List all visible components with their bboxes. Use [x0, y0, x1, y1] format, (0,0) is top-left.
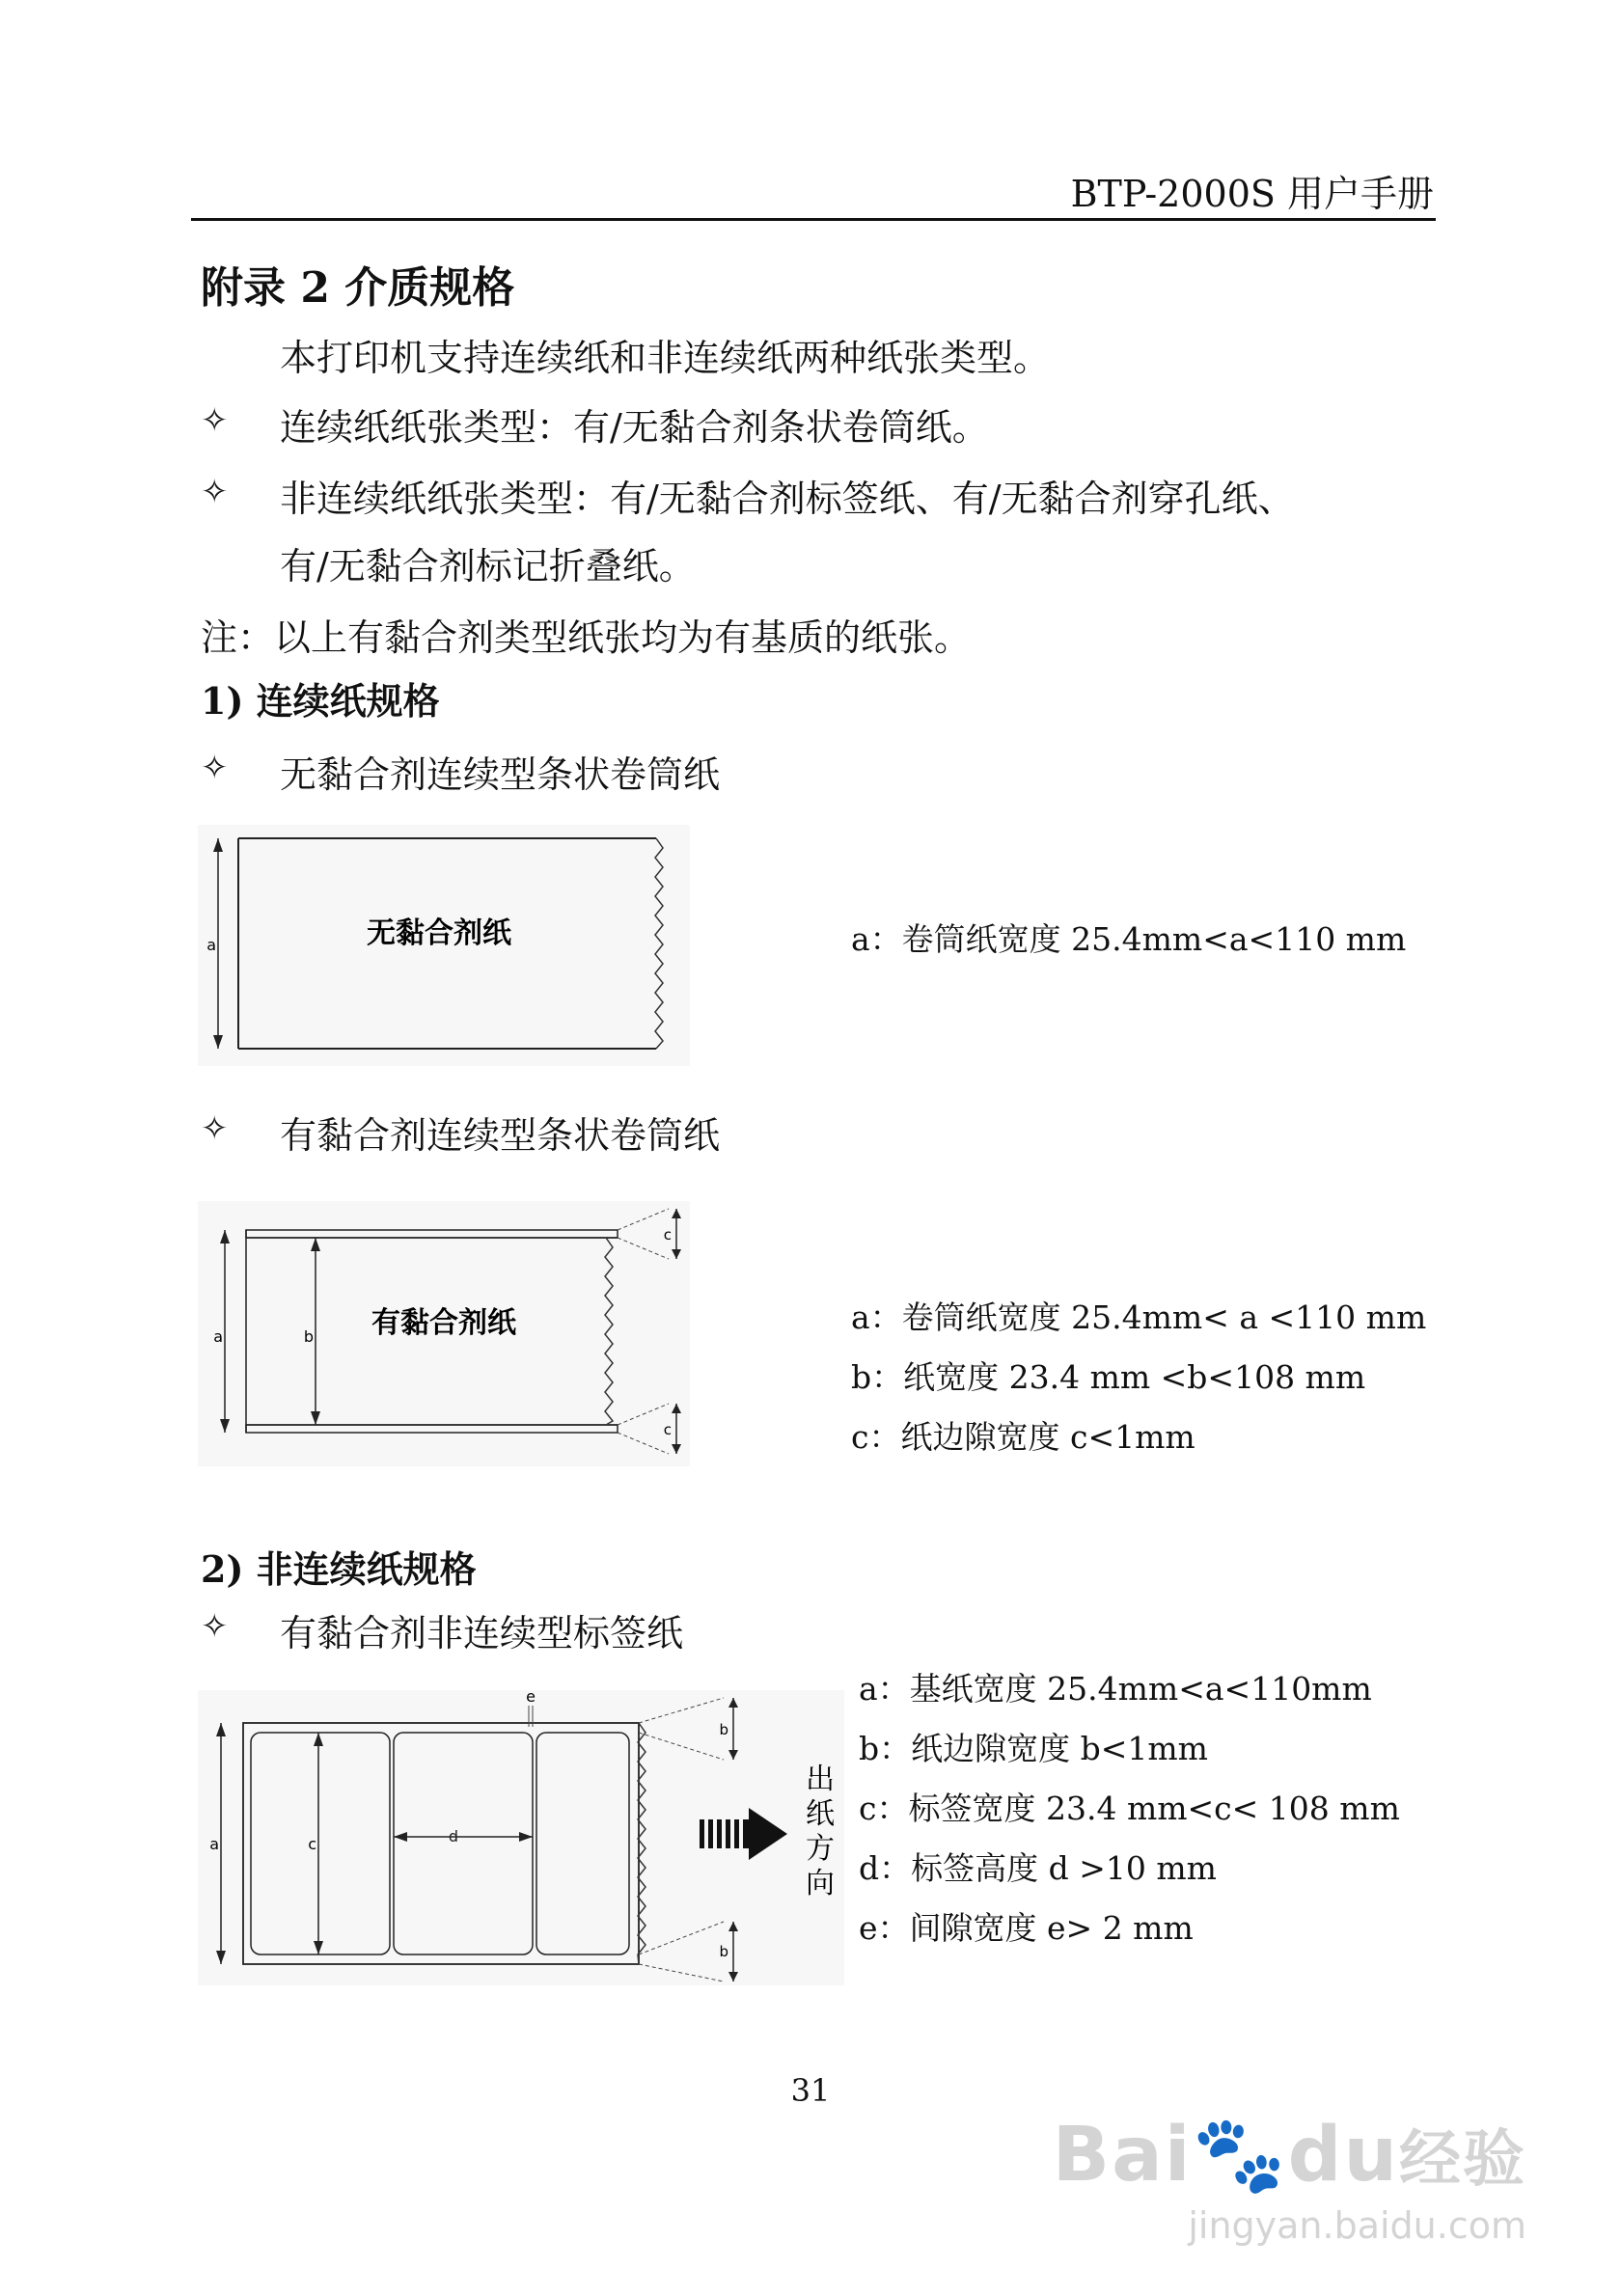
section-1-item-2-heading: 有黏合剂连续型条状卷筒纸: [280, 1114, 721, 1157]
diagram-non-adhesive-roll: [198, 825, 690, 1066]
direction-char: 纸: [806, 1797, 835, 1831]
watermark-brand: Bai🐾du经验: [1052, 2112, 1526, 2199]
dim-a-label: a: [209, 1835, 219, 1853]
header-title: BTP-2000S 用户手册: [1070, 173, 1434, 215]
dim-c-label: c: [663, 1421, 672, 1438]
page-number: 31: [790, 2072, 831, 2109]
paper-label: 有黏合剂纸: [371, 1306, 516, 1340]
dim-b-label: b: [719, 1943, 728, 1960]
section-1-title: 1) 连续纸规格: [201, 679, 440, 723]
section-2-item-1-heading: 有黏合剂非连续型标签纸: [280, 1612, 684, 1654]
diagram-adhesive-roll: [198, 1201, 690, 1466]
spec-line: c：标签宽度 23.4 mm<c< 108 mm: [859, 1790, 1400, 1827]
bullet-icon: ✧: [201, 1109, 229, 1148]
watermark: [1052, 2112, 1526, 2247]
bullet-icon: ✧: [201, 401, 229, 440]
section-1-item-1-heading: 无黏合剂连续型条状卷筒纸: [280, 753, 721, 796]
bullet-noncontinuous-types: 非连续纸纸张类型：有/无黏合剂标签纸、有/无黏合剂穿孔纸、: [280, 478, 1295, 520]
bullet-continuous-types: 连续纸纸张类型：有/无黏合剂条状卷筒纸。: [280, 406, 989, 449]
section-2-title: 2) 非连续纸规格: [201, 1547, 477, 1591]
watermark-url: jingyan.baidu.com: [1188, 2204, 1526, 2247]
dim-c-label: c: [663, 1226, 672, 1244]
paper-label: 无黏合剂纸: [367, 916, 511, 950]
dim-b-label: b: [719, 1721, 728, 1738]
spec-line: a：卷筒纸宽度 25.4mm< a <110 mm: [851, 1298, 1427, 1336]
dim-e-label: e: [526, 1690, 536, 1706]
dim-a-label: a: [206, 936, 216, 954]
bullet-icon: ✧: [201, 749, 229, 787]
dim-a-label: a: [213, 1327, 223, 1346]
bullet-icon: ✧: [201, 1607, 229, 1646]
header-rule: [191, 218, 1436, 221]
spec-line: b：纸边隙宽度 b<1mm: [859, 1730, 1208, 1767]
dim-d-label: d: [448, 1827, 459, 1845]
appendix-title: 附录 2 介质规格: [201, 263, 515, 313]
note: 注：以上有黏合剂类型纸张均为有基质的纸张。: [201, 616, 972, 659]
direction-char: 出: [806, 1763, 835, 1796]
direction-char: 方: [806, 1832, 835, 1866]
intro-paragraph: 本打印机支持连续纸和非连续纸两种纸张类型。: [280, 337, 1051, 379]
bullet-noncontinuous-types-cont: 有/无黏合剂标记折叠纸。: [280, 545, 696, 588]
spec-line: c：纸边隙宽度 c<1mm: [851, 1418, 1195, 1456]
paw-icon: 🐾: [1192, 2112, 1288, 2199]
spec-line: e：间隙宽度 e> 2 mm: [859, 1909, 1194, 1947]
spec-line: a：卷筒纸宽度 25.4mm<a<110 mm: [851, 920, 1407, 958]
spec-line: a：基纸宽度 25.4mm<a<110mm: [859, 1670, 1372, 1708]
direction-char: 向: [806, 1867, 835, 1900]
spec-line: b：纸宽度 23.4 mm <b<108 mm: [851, 1358, 1366, 1396]
dim-c-label: c: [308, 1835, 316, 1853]
diagram-adhesive-labels: [198, 1690, 844, 1985]
bullet-icon: ✧: [201, 473, 229, 511]
spec-line: d：标签高度 d >10 mm: [859, 1849, 1217, 1887]
dim-b-label: b: [303, 1327, 314, 1346]
